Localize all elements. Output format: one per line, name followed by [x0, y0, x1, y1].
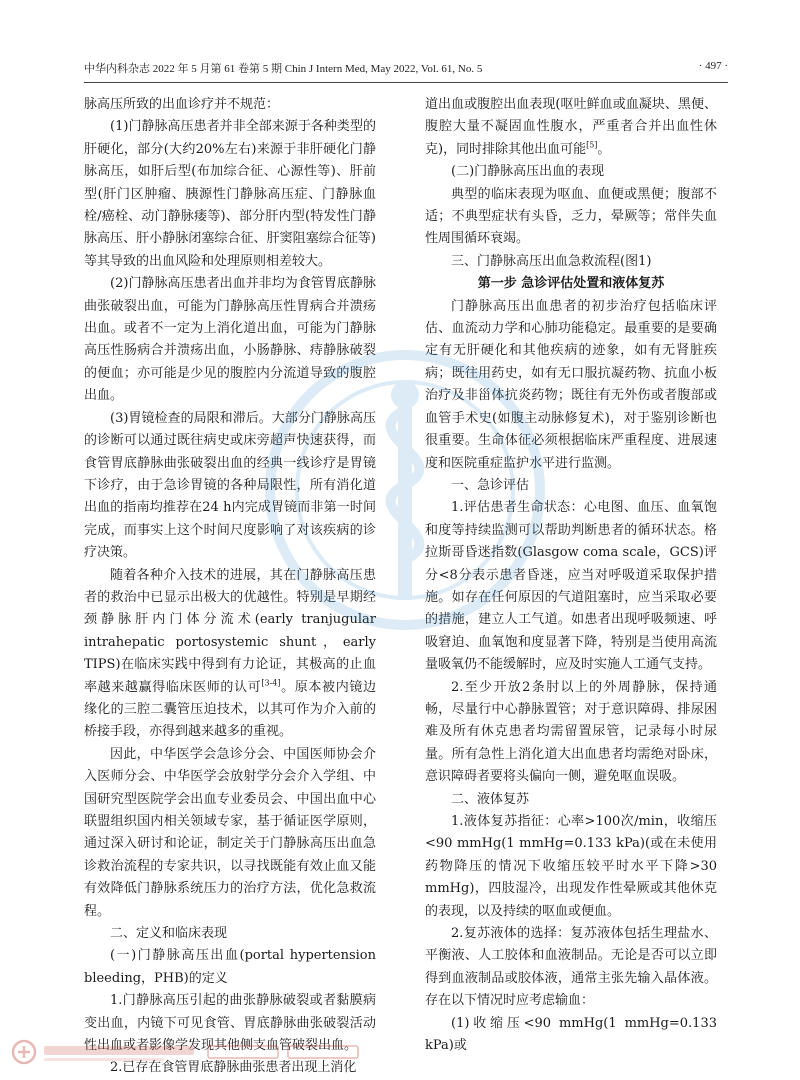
- section-heading: 二、定义和临床表现: [110, 926, 228, 942]
- paragraph: 1.门静脉高压引起的曲张静脉破裂或者黏膜病变出血，内镜下可见食管、胃底静脉曲张破裂活动性出血或者影像学发现其他侧支血管破裂出血。: [84, 993, 376, 1054]
- paragraph: 2.已存在食管胃底静脉曲张患者出现上消化: [110, 1060, 357, 1076]
- paragraph: 脉高压所致的出血诊疗并不规范：: [84, 97, 280, 112]
- running-header: [84, 60, 728, 78]
- step-heading: 第一步 急诊评估处置和液体复苏: [477, 276, 665, 292]
- publisher-logo-icon: [8, 1038, 368, 1066]
- subsection-heading: (一)门静脉高压出血(portal hypertension bleeding，PHB)的定义: [84, 948, 376, 986]
- subsection-heading: 一、急诊评估: [451, 477, 530, 493]
- paragraph: (3)胃镜检查的局限和滞后。大部分门静脉高压的诊断可以通过既往病史或床旁超声快速获得，而食管胃底静脉曲张破裂出血的经典一线诊疗是胃镜下诊疗，由于急诊胃镜的各种局限性，所有消化道出血的指南均推荐在24 h内完成胃镜而非第一时间完成，而事实上这个时间尺度影响了对该疾病的诊疗决策。: [84, 410, 376, 561]
- subsection-heading: (二)门静脉高压出血的表现: [451, 164, 605, 180]
- page-number: · 497 ·: [698, 60, 728, 72]
- section-heading: 三、门静脉高压出血急救流程(图1): [451, 253, 652, 269]
- paragraph: 2.至少开放2条肘以上的外周静脉，保持通畅，尽量行中心静脉置管；对于意识障碍、排尿困难及所有休克患者均需留置尿管，记录每小时尿量。所有急性上消化道大出血患者均需绝对卧床，意识障碍者要将头偏向一侧，避免呕血误吸。: [425, 679, 717, 785]
- right-column: [425, 94, 717, 1057]
- paragraph: 1.液体复苏指征：心率>100次/min，收缩压<90 mmHg(1 mmHg=0.133 kPa)(或在未使用药物降压的情况下收缩压较平时水平下降>30 mmHg)，四肢湿冷，出现发作性晕厥或其他休克的表现，以及持续的呕血或便血。: [425, 814, 717, 919]
- left-column: [84, 94, 376, 1080]
- paragraph: 1.评估患者生命状态：心电图、血压、血氧饱和度等持续监测可以帮助判断患者的循环状态。格拉斯哥昏迷指数(Glasgow coma scale，GCS)评分<8分表示患者昏迷，应当对呼吸道采取保护措施。如存在任何原因的气道阻塞时，应当采取必要的措施，建立人工气道。如患者出现呼吸频速、呼吸窘迫、血氧饱和度显著下降，特别是当使用高流量吸氧仍不能缓解时，应及时实施人工通气支持。: [425, 500, 717, 673]
- paragraph: 门静脉高压出血患者的初步治疗包括临床评估、血流动力学和心肺功能稳定。最重要的是要确定有无肝硬化和其他疾病的迹象，如有无肾脏疾病；既往用药史，如有无口服抗凝药物、抗血小板治疗及非甾体抗炎药物；既往有无外伤或者腹部或血管手术史(如腹主动脉修复术)，对于鉴别诊断也很重要。生命体征必须根据临床严重程度、进展速度和医院重症监护水平进行监测。: [425, 298, 717, 471]
- paragraph: 随着各种介入技术的进展，其在门静脉高压患者的救治中已显示出极大的优越性。特别是早期经颈静脉肝内门体分流术(early tranjugular intrahepatic portosystemic shunt，early TIPS)在临床实践中得到有力论证，其极高的止血率越来越赢得临床医师的认可[3-4]。原本被内镜边缘化的三腔二囊管压迫技术，以其可作为介入前的桥接手段，亦得到越来越多的重视。: [84, 567, 376, 740]
- paragraph: (2)门静脉高压患者出血并非均为食管胃底静脉曲张破裂出血，可能为门静脉高压性胃病合并溃疡出血。或者不一定为上消化道出血，可能为门静脉高压性肠病合并溃疡出血，小肠静脉、痔静脉破裂的便血；亦可能是少见的腹腔内分流道导致的腹腔出血。: [84, 276, 376, 404]
- paragraph: 典型的临床表现为呕血、血便或黑便；腹部不适；不典型症状有头昏，乏力，晕厥等；常伴失血性周围循环衰竭。: [425, 186, 717, 247]
- paragraph: 道出血或腹腔出血表现(呕吐鲜血或血凝块、黑便、腹腔大量不凝固血性腹水，严重者合并出血性休克)，同时排除其他出血可能[5]。: [425, 97, 717, 157]
- citation-marker: [3-4]: [261, 678, 281, 688]
- paragraph: (1)门静脉高压患者并非全部来源于各种类型的肝硬化，部分(大约20%左右)来源于非肝硬化门静脉高压，如肝后型(布加综合征、心源性等)、肝前型(肝门区肿瘤、胰源性门静脉高压症、门静脉血栓/癌栓、动门静脉瘘等)、部分肝内型(特发性门静脉高压、肝小静脉闭塞综合征、肝窦阻塞综合征等)等其导致的出血风险和处理原则相差较大。: [84, 119, 376, 269]
- paragraph: 2.复苏液体的选择：复苏液体包括生理盐水、平衡液、人工胶体和血液制品。无论是否可以立即得到血液制品或胶体液，通常主张先输入晶体液。存在以下情况时应考虑输血：: [425, 926, 717, 1009]
- subsection-heading: 二、液体复苏: [451, 791, 530, 807]
- citation-marker: [5]: [586, 140, 598, 150]
- paragraph: 因此，中华医学会急诊分会、中国医师协会介入医师分会、中华医学会放射学分会介入学组、中国研究型医院学会出血专业委员会、中国出血中心联盟组织国内相关领域专家，基于循证医学原则，通过深入研讨和论证，制定关于门静脉高压出血急诊救治流程的专家共识，以寻找既能有效止血又能有效降低门静脉系统压力的治疗方法，优化急救流程。: [84, 746, 376, 919]
- header-rule: [84, 82, 728, 83]
- journal-citation: 中华内科杂志 2022 年 5 月第 61 卷第 5 期 Chin J Intern Med, May 2022, Vol. 61, No. 5: [84, 63, 483, 75]
- paragraph: (1)收缩压<90 mmHg(1 mmHg=0.133 kPa)或: [425, 1015, 717, 1054]
